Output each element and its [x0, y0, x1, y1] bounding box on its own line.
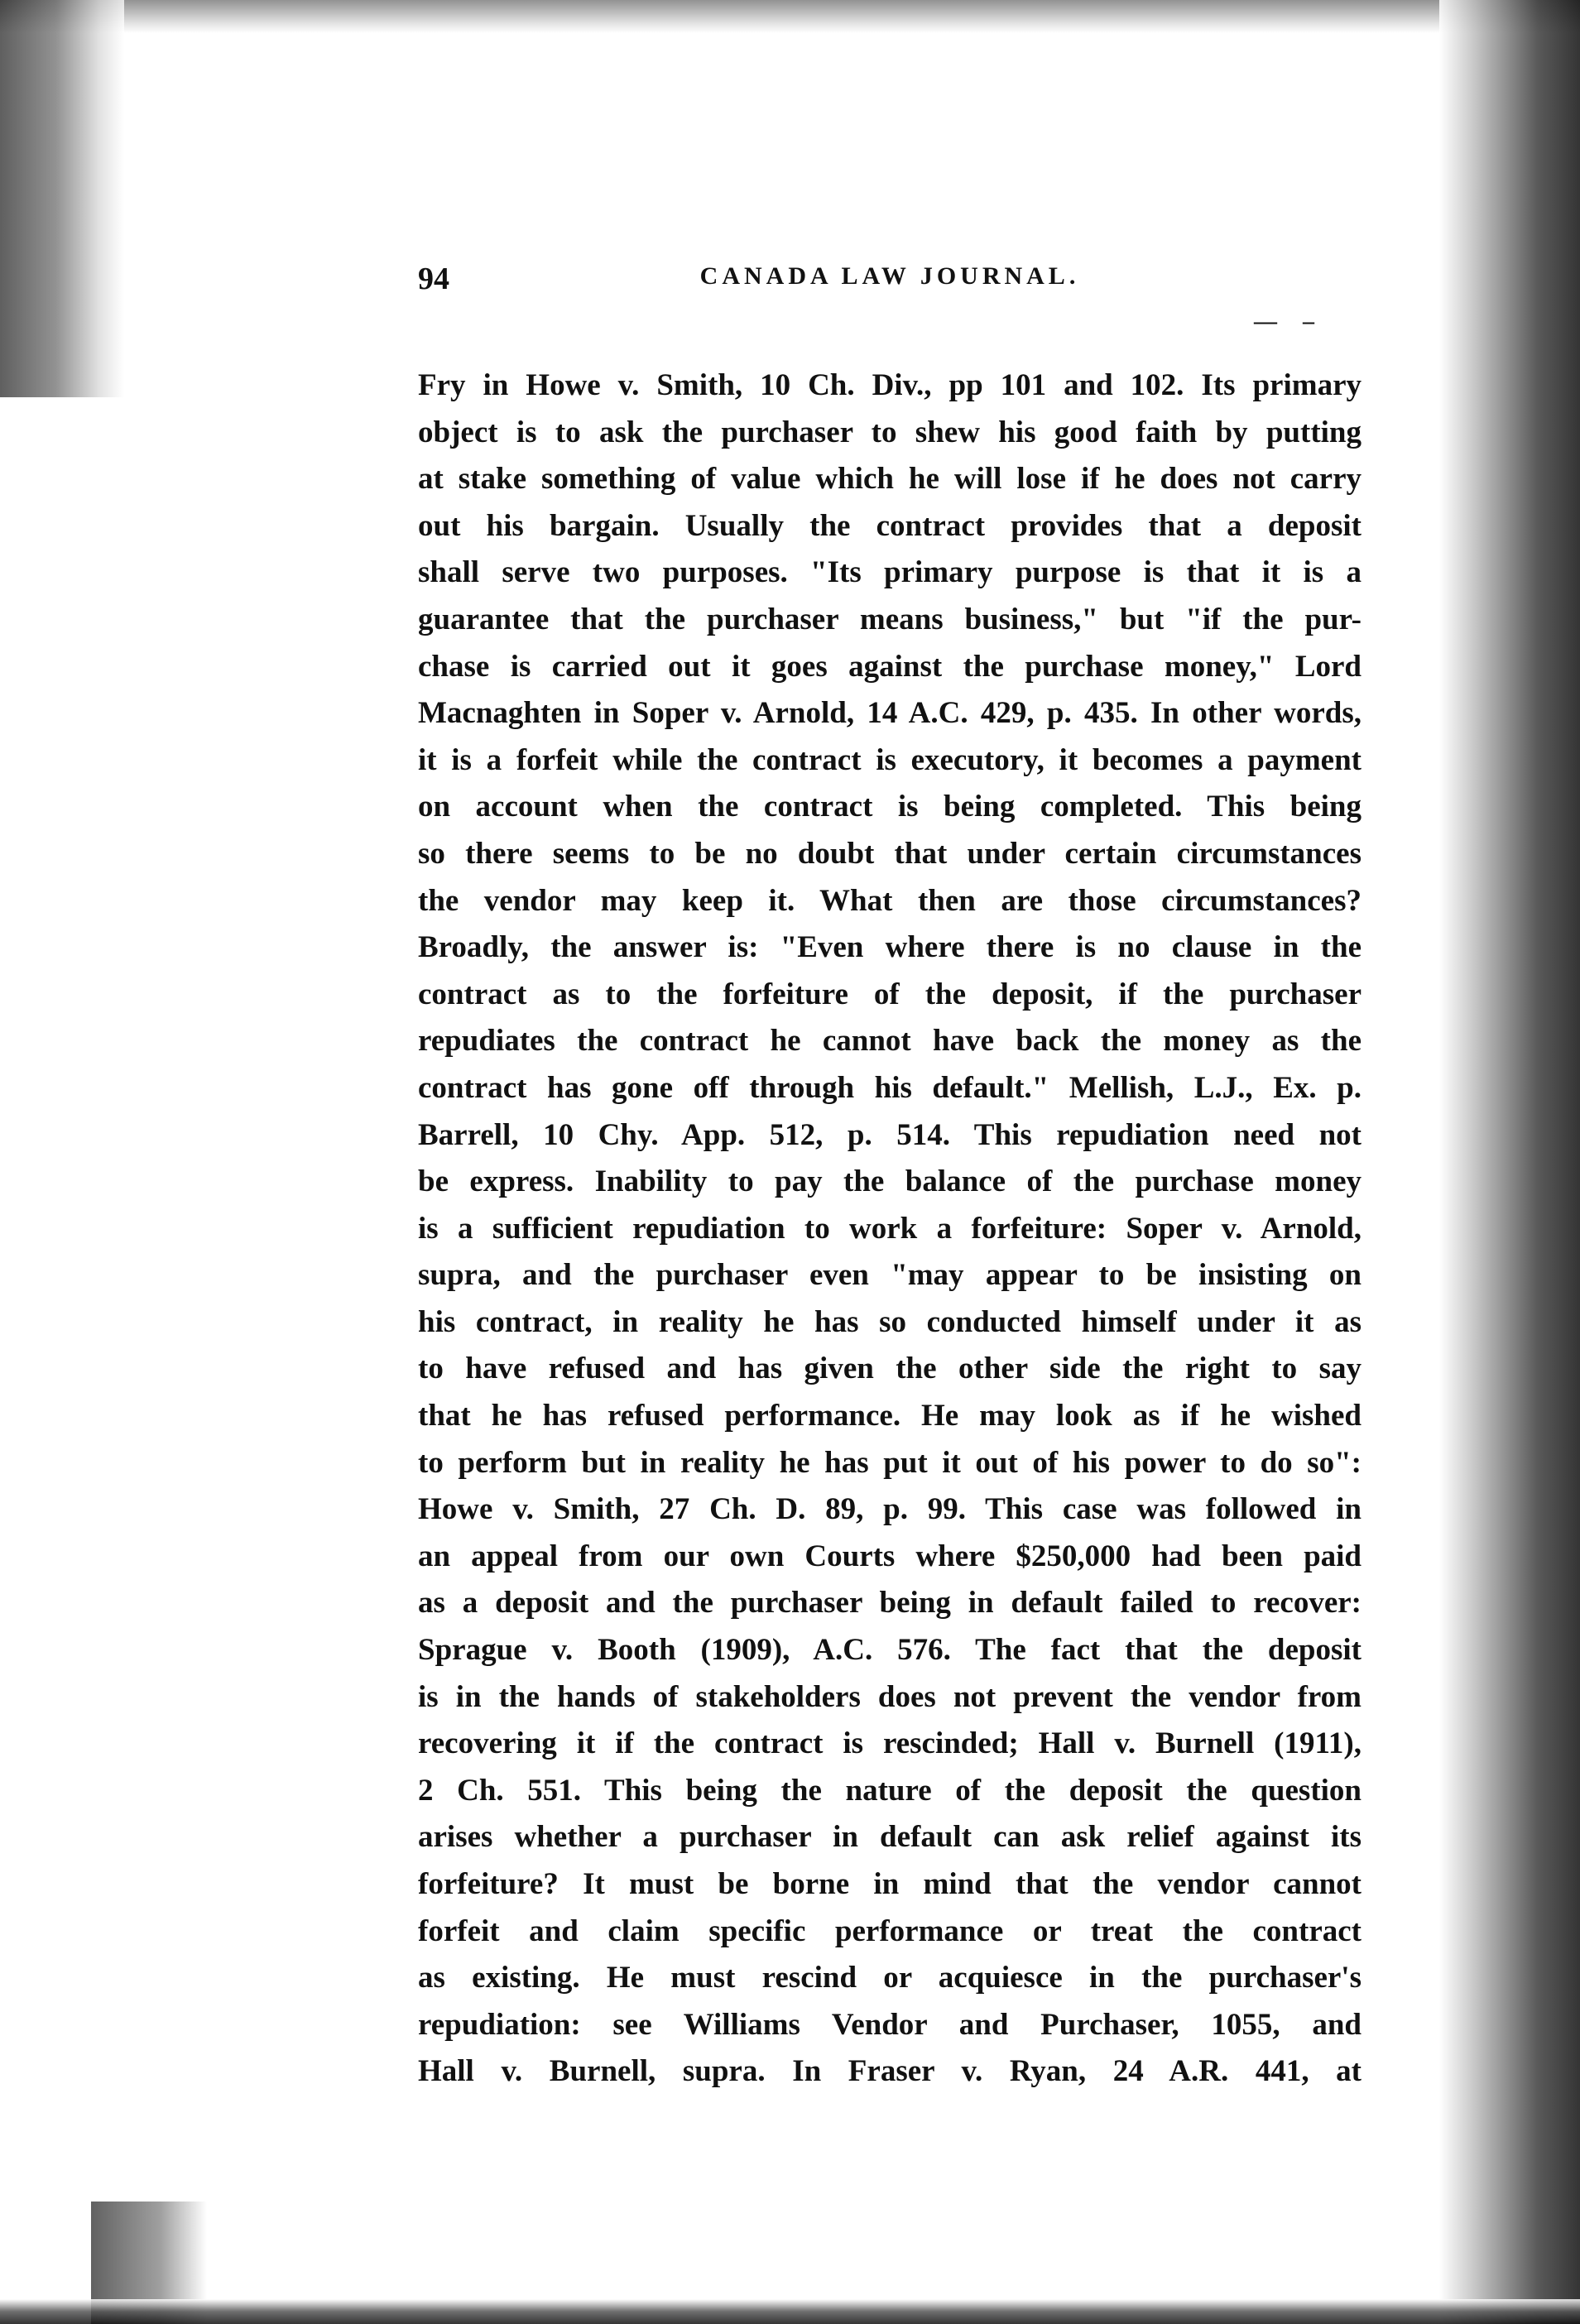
text-line: on account when the contract is being completed. This being: [418, 790, 1361, 824]
page-number: 94: [418, 262, 449, 296]
text-line: Fry in Howe v. Smith, 10 Ch. Div., pp 101 and 102. Its primary: [418, 368, 1361, 402]
text-line: it is a forfeit while the contract is executory, it becomes a payment: [418, 742, 1361, 777]
text-line: repudiates the contract he cannot have back the money as the: [418, 1024, 1361, 1059]
text-line: forfeit and claim specific performance or treat the contract: [418, 1913, 1361, 1948]
scan-edge-right: [1439, 0, 1580, 2324]
text-line: Hall v. Burnell, supra. In Fraser v. Ryan, 24 A.R. 441, at: [418, 2054, 1361, 2089]
text-line: as existing. He must rescind or acquiesce in the purchaser's: [418, 1961, 1361, 1995]
text-line: guarantee that the purchaser means business," but "if the pur-: [418, 602, 1361, 636]
scan-edge-left: [0, 0, 124, 397]
text-line: recovering it if the contract is rescinded; Hall v. Burnell (1911),: [418, 1726, 1361, 1761]
scan-edge-top: [0, 0, 1580, 33]
header-dash: — –: [1254, 309, 1324, 334]
text-line: out his bargain. Usually the contract provides that a deposit: [418, 508, 1361, 543]
text-line: repudiation: see Williams Vendor and Purchaser, 1055, and: [418, 2007, 1361, 2042]
text-line: Barrell, 10 Chy. App. 512, p. 514. This repudiation need not: [418, 1117, 1361, 1152]
text-line: contract as to the forfeiture of the deposit, if the purchaser: [418, 977, 1361, 1011]
text-line: his contract, in reality he has so conducted himself under it as: [418, 1304, 1361, 1339]
text-line: supra, and the purchaser even "may appear to be insisting on: [418, 1258, 1361, 1293]
text-line: is in the hands of stakeholders does not prevent the vendor from: [418, 1679, 1361, 1714]
text-line: Sprague v. Booth (1909), A.C. 576. The fact that the deposit: [418, 1633, 1361, 1668]
running-title: CANADA LAW JOURNAL.: [699, 262, 1080, 290]
text-line: contract has gone off through his default." Mellish, L.J., Ex. p.: [418, 1070, 1361, 1105]
text-line: to have refused and has given the other side the right to say: [418, 1352, 1361, 1386]
text-line: 2 Ch. 551. This being the nature of the deposit the question: [418, 1773, 1361, 1808]
text-line: shall serve two purposes. "Its primary purpose is that it is a: [418, 555, 1361, 590]
page-header: [418, 261, 1361, 334]
text-line: the vendor may keep it. What then are those circumstances?: [418, 883, 1361, 918]
text-line: object is to ask the purchaser to shew his good faith by putting: [418, 415, 1361, 449]
scan-edge-bottom: [0, 2299, 1580, 2324]
text-line: forfeiture? It must be borne in mind that the vendor cannot: [418, 1867, 1361, 1901]
body-text: [418, 363, 1361, 2096]
text-line: chase is carried out it goes against the purchase money," Lord: [418, 649, 1361, 684]
text-line: Macnaghten in Soper v. Arnold, 14 A.C. 429, p. 435. In other words,: [418, 696, 1361, 731]
text-line: Howe v. Smith, 27 Ch. D. 89, p. 99. This case was followed in: [418, 1492, 1361, 1527]
text-line: that he has refused performance. He may look as if he wished: [418, 1399, 1361, 1433]
text-line: to perform but in reality he has put it out of his power to do so":: [418, 1445, 1361, 1480]
text-line: Broadly, the answer is: "Even where there is no clause in the: [418, 930, 1361, 965]
text-line: is a sufficient repudiation to work a forfeiture: Soper v. Arnold,: [418, 1211, 1361, 1246]
text-line: be express. Inability to pay the balance of the purchase money: [418, 1164, 1361, 1199]
text-line: so there seems to be no doubt that under certain circumstances: [418, 836, 1361, 871]
text-line: an appeal from our own Courts where $250,000 had been paid: [418, 1539, 1361, 1573]
text-line: arises whether a purchaser in default can ask relief against its: [418, 1820, 1361, 1855]
text-line: at stake something of value which he will lose if he does not carry: [418, 462, 1361, 497]
text-line: as a deposit and the purchaser being in default failed to recover:: [418, 1586, 1361, 1621]
